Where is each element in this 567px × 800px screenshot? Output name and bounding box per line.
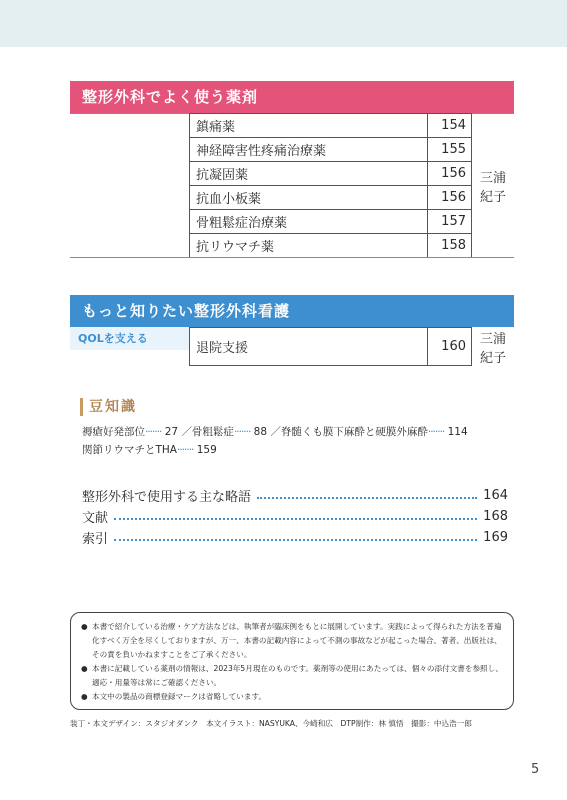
toc-page: 156 [428,186,472,210]
toc-row[interactable] [70,114,514,138]
trivia-text[interactable]: ／骨粗鬆症 [181,426,234,438]
leader-dots: ······· [145,426,162,438]
index-page: 169 [483,529,508,545]
notes-box [70,612,514,710]
index-row[interactable] [82,528,508,546]
toc-author: 三浦紀子 [480,331,507,366]
leader-dots: ······· [427,426,445,438]
section-header-nursing: もっと知りたい整形外科看護 [70,295,514,327]
nursing-toc-row[interactable] [70,327,514,366]
note-item [81,690,503,704]
toc-row[interactable] [70,234,514,258]
index-label: 索引 [82,531,109,547]
bullet-icon: ● [81,692,88,701]
bullet-icon: ● [81,664,88,673]
credits: 装丁・本文デザイン：スタジオダンク 本文イラスト：NASYUKA、今崎和広 DTP制作：林 慎悟 撮影：中込浩一郎 [70,719,472,728]
toc-title: 抗血小板薬 [190,186,428,210]
toc-row[interactable] [70,162,514,186]
trivia-page: 88 [253,426,268,438]
toc-row[interactable] [70,186,514,210]
index-page: 168 [483,508,508,524]
trivia-page: 159 [196,444,217,456]
toc-title: 抗リウマチ薬 [190,234,428,258]
toc-page: 156 [428,162,472,186]
page-number: 5 [531,762,540,777]
toc-title: 骨粗鬆症治療薬 [190,210,428,234]
note-item [81,620,503,662]
index-row[interactable] [82,507,508,525]
leader-dots [257,491,477,499]
top-band [0,0,567,47]
leader-dots [114,512,477,520]
toc-page: 160 [428,328,472,366]
trivia-text[interactable]: 関節リウマチとTHA [82,444,177,456]
drugs-toc-table [70,113,514,258]
index-label: 整形外科で使用する主な略語 [82,489,252,505]
trivia-line [82,424,468,439]
leader-dots: ······· [233,426,251,438]
toc-page: 157 [428,210,472,234]
note-text: 本書に記載している薬剤の情報は、2023年5月現在のものです。薬剤等の使用にあたっては、個々の添付文書を参照し、適応・用量等は常にご確認ください。 [92,664,503,687]
toc-page: 155 [428,138,472,162]
divider-bottom [70,257,514,258]
toc-title: 神経障害性疼痛治療薬 [190,138,428,162]
subheading-qol: QOLを支える [70,327,189,350]
index-row[interactable] [82,486,508,504]
note-text: 本文中の製品の商標登録マークは省略しています。 [92,692,267,701]
index-label: 文献 [82,510,109,526]
note-item [81,662,503,690]
leader-dots [114,533,477,541]
toc-page: 154 [428,114,472,138]
note-text: 本書で紹介している治療・ケア方法などは、執筆者が臨床例をもとに展開しています。実践によって得られた方法を普遍化すべく万全を尽くしておりますが、万一、本書の記載内容によって不測の事故などが起こった場合、著者、出版社は、その責を負いかねますことをご了承ください。 [92,622,502,659]
trivia-text[interactable]: 褥瘡好発部位 [82,426,145,438]
trivia-heading: 豆知識 [80,398,137,416]
trivia-page: 27 [164,426,179,438]
toc-title: 鎮痛薬 [190,114,428,138]
toc-title: 抗凝固薬 [190,162,428,186]
toc-row[interactable] [70,138,514,162]
trivia-line [82,442,217,457]
trivia-text[interactable]: ／脊髄くも膜下麻酔と硬膜外麻酔 [270,426,428,438]
section-header-drugs: 整形外科でよく使う薬剤 [70,81,514,113]
toc-author: 三浦紀子 [480,170,507,205]
bullet-icon: ● [81,622,88,631]
trivia-page: 114 [447,426,468,438]
index-page: 164 [483,487,508,503]
leader-dots: ······· [177,444,194,456]
toc-page: 158 [428,234,472,258]
toc-title: 退院支援 [190,328,428,366]
toc-row[interactable] [70,210,514,234]
